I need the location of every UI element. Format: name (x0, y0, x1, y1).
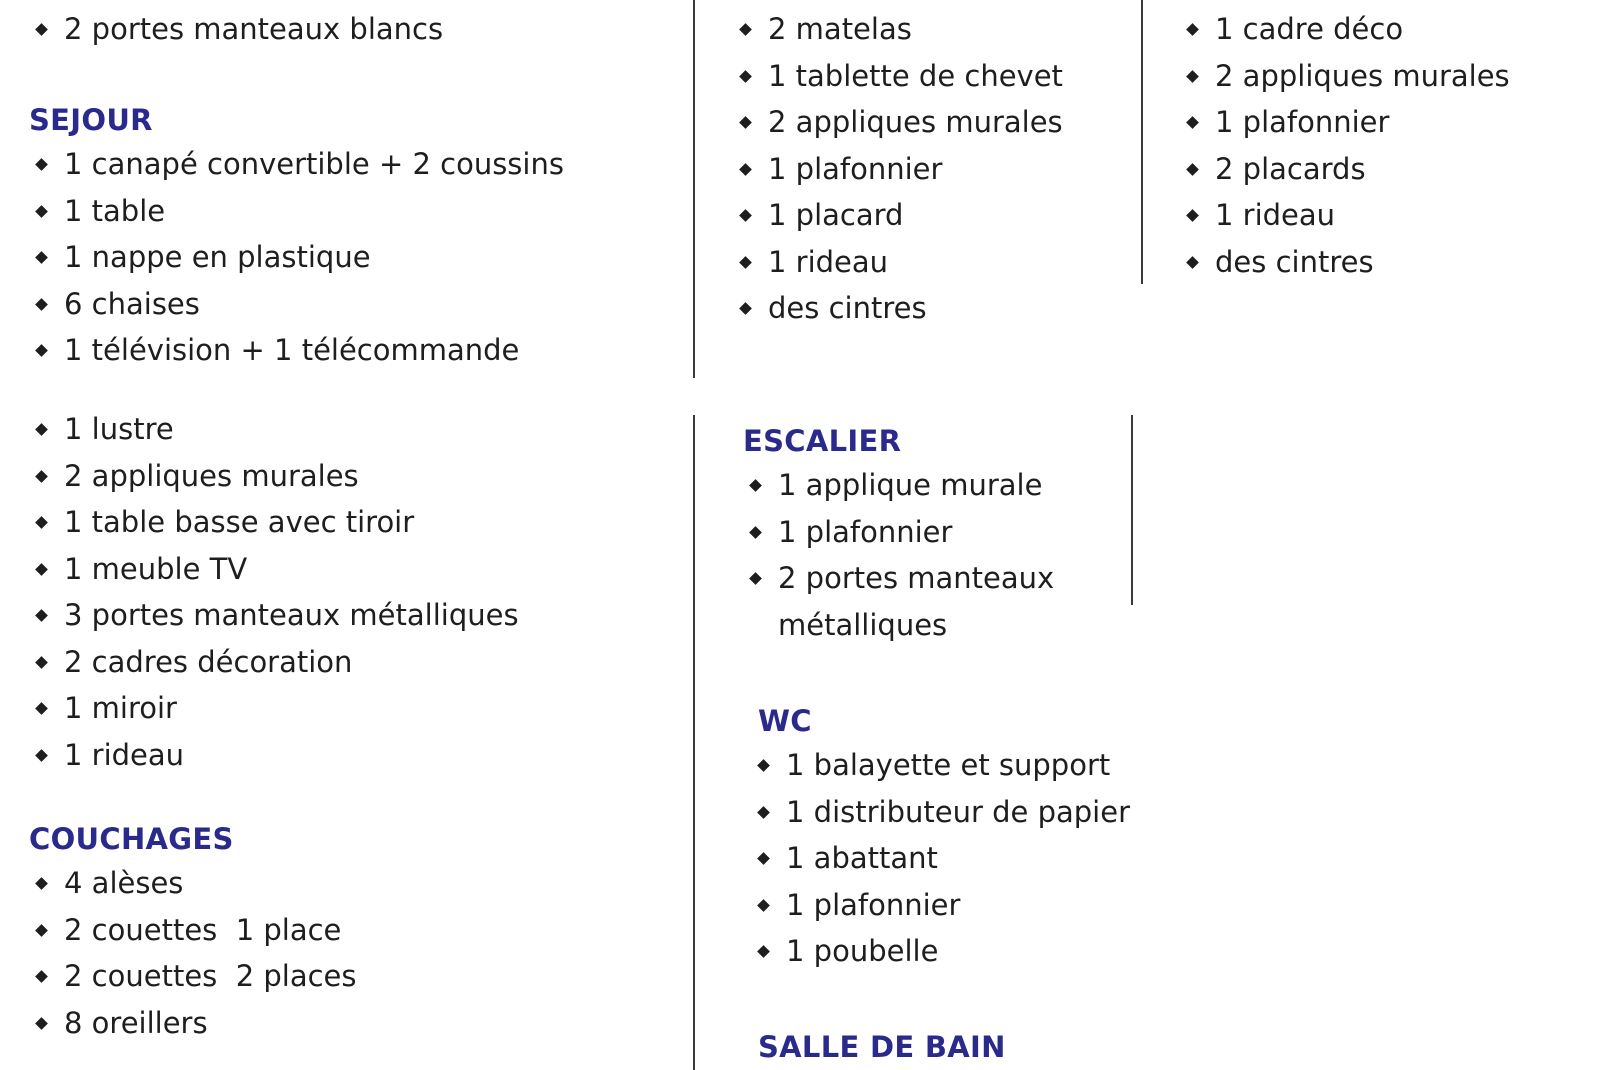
column-divider (693, 415, 695, 1070)
diamond-bullet-icon (1186, 23, 1199, 36)
diamond-bullet-icon (1186, 163, 1199, 176)
col3-top-list (1180, 6, 1510, 285)
diamond-bullet-icon (35, 158, 48, 171)
diamond-bullet-icon (35, 344, 48, 357)
diamond-bullet-icon (35, 563, 48, 576)
col1-entry-list (29, 6, 443, 53)
list-item: 1 distributeur de papier (751, 789, 1130, 836)
diamond-bullet-icon (757, 806, 770, 819)
list-item: 3 portes manteaux métalliques (29, 592, 519, 639)
diamond-bullet-icon (757, 899, 770, 912)
diamond-bullet-icon (35, 205, 48, 218)
diamond-bullet-icon (739, 163, 752, 176)
diamond-bullet-icon (1186, 116, 1199, 129)
list-item: 1 rideau (733, 239, 1063, 286)
list-item: 2 appliques murales (733, 99, 1063, 146)
list-item: 1 balayette et support (751, 742, 1130, 789)
list-item: 1 table basse avec tiroir (29, 499, 519, 546)
list-item: 2 portes manteaux blancs (29, 6, 443, 53)
list-item: 1 plafonnier (1180, 99, 1510, 146)
list-item: 1 placard (733, 192, 1063, 239)
list-item: 1 abattant (751, 835, 1130, 882)
diamond-bullet-icon (35, 251, 48, 264)
diamond-bullet-icon (749, 572, 762, 585)
diamond-bullet-icon (739, 256, 752, 269)
list-item: 1 rideau (1180, 192, 1510, 239)
diamond-bullet-icon (35, 609, 48, 622)
col2-top-list (733, 6, 1063, 332)
sejour-heading: SEJOUR (29, 103, 153, 137)
diamond-bullet-icon (757, 852, 770, 865)
diamond-bullet-icon (35, 23, 48, 36)
column-divider (1141, 0, 1143, 284)
diamond-bullet-icon (1186, 256, 1199, 269)
list-item: 2 cadres décoration (29, 639, 519, 686)
list-item: 1 poubelle (751, 928, 1130, 975)
list-item: 1 plafonnier (743, 509, 1054, 556)
diamond-bullet-icon (739, 70, 752, 83)
list-item: 1 miroir (29, 685, 519, 732)
list-item: 1 plafonnier (733, 146, 1063, 193)
diamond-bullet-icon (35, 749, 48, 762)
diamond-bullet-icon (35, 924, 48, 937)
escalier-heading: ESCALIER (743, 424, 902, 458)
list-item: 1 meuble TV (29, 546, 519, 593)
couchages-list (29, 860, 357, 1046)
list-item: 6 chaises (29, 281, 564, 328)
diamond-bullet-icon (739, 302, 752, 315)
list-item: 8 oreillers (29, 1000, 357, 1047)
salle-de-bain-heading: SALLE DE BAIN (758, 1030, 1006, 1064)
diamond-bullet-icon (35, 470, 48, 483)
list-item: 2 appliques murales (1180, 53, 1510, 100)
diamond-bullet-icon (35, 656, 48, 669)
list-item: 1 applique murale (743, 462, 1054, 509)
list-item: des cintres (1180, 239, 1510, 286)
list-item: 2 matelas (733, 6, 1063, 53)
list-item: 1 télévision + 1 télécommande (29, 327, 564, 374)
column-divider (693, 0, 695, 378)
diamond-bullet-icon (739, 23, 752, 36)
list-item: 1 table (29, 188, 564, 235)
list-item-continuation: métalliques (778, 607, 948, 642)
diamond-bullet-icon (35, 970, 48, 983)
list-item: 1 rideau (29, 732, 519, 779)
diamond-bullet-icon (35, 702, 48, 715)
diamond-bullet-icon (35, 516, 48, 529)
list-item: 1 cadre déco (1180, 6, 1510, 53)
diamond-bullet-icon (749, 479, 762, 492)
diamond-bullet-icon (1186, 209, 1199, 222)
list-item: 4 alèses (29, 860, 357, 907)
list-item: des cintres (733, 285, 1063, 332)
couchages-heading: COUCHAGES (29, 822, 234, 856)
escalier-list (743, 462, 1054, 648)
sejour-list (29, 141, 564, 374)
list-item: 1 tablette de chevet (733, 53, 1063, 100)
list-item: 2 portes manteaux (743, 555, 1054, 602)
list-item: 1 plafonnier (751, 882, 1130, 929)
diamond-bullet-icon (749, 526, 762, 539)
diamond-bullet-icon (35, 298, 48, 311)
list-item: 2 appliques murales (29, 453, 519, 500)
diamond-bullet-icon (35, 877, 48, 890)
diamond-bullet-icon (1186, 70, 1199, 83)
list-item: 2 couettes 2 places (29, 953, 357, 1000)
column-divider (1131, 415, 1133, 605)
diamond-bullet-icon (757, 945, 770, 958)
diamond-bullet-icon (35, 1017, 48, 1030)
wc-heading: WC (758, 704, 812, 738)
list-item: 2 couettes 1 place (29, 907, 357, 954)
sejour-more-list (29, 406, 519, 778)
diamond-bullet-icon (35, 423, 48, 436)
entry-items (29, 6, 443, 53)
list-item: 2 placards (1180, 146, 1510, 193)
diamond-bullet-icon (757, 759, 770, 772)
diamond-bullet-icon (739, 116, 752, 129)
diamond-bullet-icon (739, 209, 752, 222)
wc-list (751, 742, 1130, 975)
list-item: 1 nappe en plastique (29, 234, 564, 281)
list-item: 1 canapé convertible + 2 coussins (29, 141, 564, 188)
list-item: 1 lustre (29, 406, 519, 453)
